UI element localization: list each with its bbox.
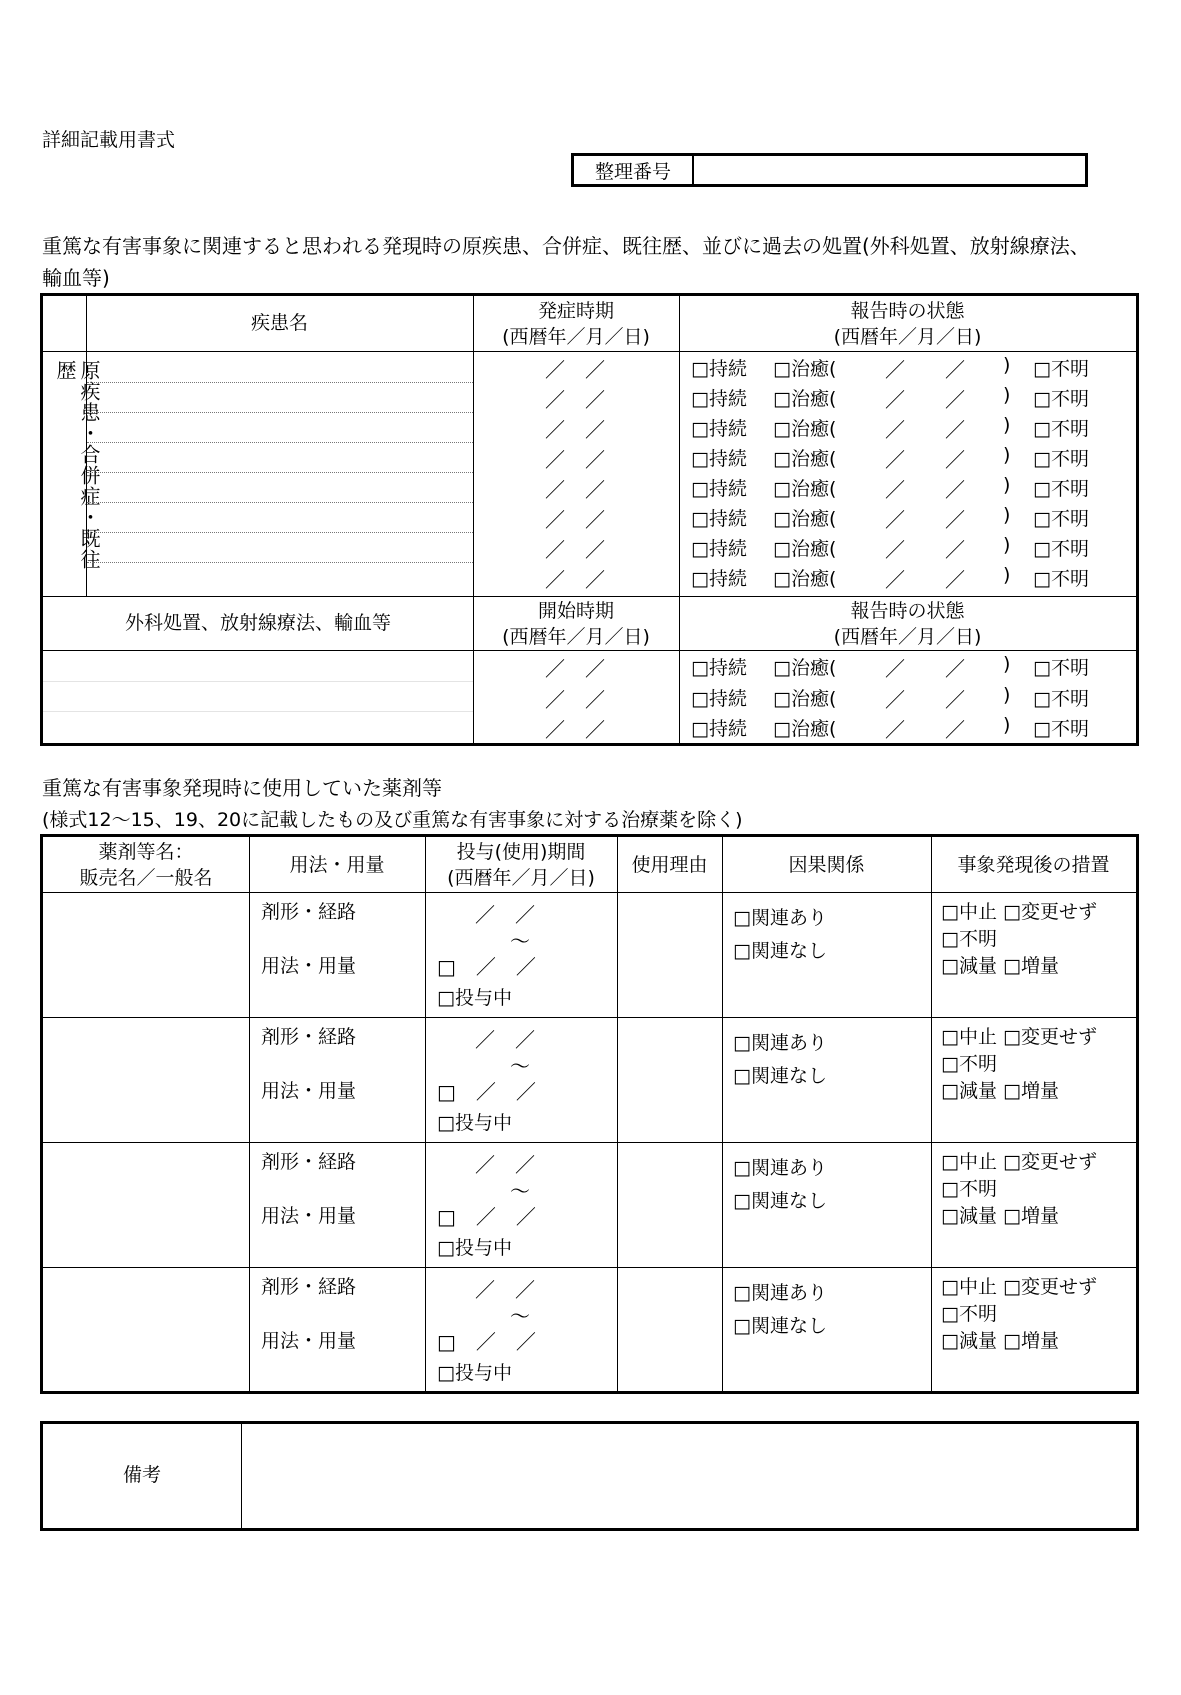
cured-close-paren: ) <box>1003 564 1011 586</box>
onset-date[interactable]: ／ ／ <box>545 388 605 412</box>
cured-date[interactable]: ／ ／ <box>885 657 965 681</box>
related-no-checkbox[interactable]: □関連なし <box>733 1190 827 1212</box>
action-stop-nochange[interactable]: □中止 □変更せず <box>941 1151 1097 1173</box>
period-tilde: ～ <box>510 929 530 953</box>
status-unknown-checkbox[interactable]: □不明 <box>1033 718 1089 740</box>
status-continuing-checkbox[interactable]: □持続 <box>691 688 747 710</box>
onset-date[interactable]: ／ ／ <box>545 418 605 442</box>
status-unknown-checkbox[interactable]: □不明 <box>1033 657 1089 679</box>
status-continuing-checkbox[interactable]: □持続 <box>691 388 747 410</box>
col-status-procedure: 報告時の状態 <box>850 600 965 622</box>
cured-date[interactable]: ／ ／ <box>885 358 965 382</box>
period-tilde: ～ <box>510 1179 530 1203</box>
cured-close-paren: ) <box>1003 354 1011 376</box>
period-start-date[interactable]: ／ ／ <box>475 1278 535 1302</box>
status-continuing-checkbox[interactable]: □持続 <box>691 657 747 679</box>
col-action: 事象発現後の措置 <box>957 854 1110 876</box>
reference-number-box <box>571 153 1088 187</box>
usage-dose-label: 用法・用量 <box>261 1080 357 1102</box>
ongoing-checkbox[interactable]: □投与中 <box>437 1362 512 1384</box>
related-yes-checkbox[interactable]: □関連あり <box>733 1032 827 1054</box>
action-reduce-increase[interactable]: □減量 □増量 <box>941 1205 1059 1227</box>
status-unknown-checkbox[interactable]: □不明 <box>1033 688 1089 710</box>
action-unknown[interactable]: □不明 <box>941 1178 997 1200</box>
cured-close-paren: ) <box>1003 653 1011 675</box>
status-continuing-checkbox[interactable]: □持続 <box>691 568 747 590</box>
period-end-date[interactable]: □ ／ ／ <box>437 1205 536 1229</box>
start-date[interactable]: ／ ／ <box>545 657 605 681</box>
usage-dose-label: 用法・用量 <box>261 955 357 977</box>
form-route-label: 剤形・経路 <box>261 1276 357 1298</box>
col-causality: 因果関係 <box>788 854 865 876</box>
section1-heading-line1: 重篤な有害事象に関連すると思われる発現時の原疾患、合併症、既往歴、並びに過去の処置(外科処置、放射線療法、 <box>42 234 1090 258</box>
concomitant-drugs-table <box>40 834 1139 1394</box>
status-unknown-checkbox[interactable]: □不明 <box>1033 388 1089 410</box>
reference-number-label: 整理番号 <box>574 156 694 184</box>
cured-date[interactable]: ／ ／ <box>885 718 965 742</box>
remarks-label: 備考 <box>122 1464 161 1486</box>
ongoing-checkbox[interactable]: □投与中 <box>437 1112 512 1134</box>
status-cured-checkbox[interactable]: □治癒( <box>773 418 837 440</box>
status-continuing-checkbox[interactable]: □持続 <box>691 538 747 560</box>
cured-close-paren: ) <box>1003 714 1011 736</box>
related-yes-checkbox[interactable]: □関連あり <box>733 907 827 929</box>
action-unknown[interactable]: □不明 <box>941 1303 997 1325</box>
col-onset: 発症時期 <box>537 300 614 322</box>
status-continuing-checkbox[interactable]: □持続 <box>691 418 747 440</box>
col-start: 開始時期 <box>537 600 614 622</box>
cured-date[interactable]: ／ ／ <box>885 448 965 472</box>
col-onset-format: (西暦年／月／日) <box>502 326 650 348</box>
action-unknown[interactable]: □不明 <box>941 928 997 950</box>
procedure-label: 外科処置、放射線療法、輸血等 <box>124 612 391 634</box>
cured-date[interactable]: ／ ／ <box>885 568 965 592</box>
cured-close-paren: ) <box>1003 384 1011 406</box>
col-drug-name: 薬剤等名： <box>98 841 194 863</box>
ongoing-checkbox[interactable]: □投与中 <box>437 1237 512 1259</box>
col-status-procedure-format: (西暦年／月／日) <box>833 626 982 648</box>
col-period-format: (西暦年／月／日) <box>447 867 595 889</box>
col-start-format: (西暦年／月／日) <box>502 626 650 648</box>
col-status-format: (西暦年／月／日) <box>833 326 982 348</box>
action-stop-nochange[interactable]: □中止 □変更せず <box>941 901 1097 923</box>
status-continuing-checkbox[interactable]: □持続 <box>691 718 747 740</box>
section2-heading-line2: (様式12～15、19、20に記載したもの及び重篤な有害事象に対する治療薬を除く) <box>42 809 743 831</box>
start-date[interactable]: ／ ／ <box>545 688 605 712</box>
onset-date[interactable]: ／ ／ <box>545 358 605 382</box>
related-no-checkbox[interactable]: □関連なし <box>733 1065 827 1087</box>
form-route-label: 剤形・経路 <box>261 1151 357 1173</box>
status-continuing-checkbox[interactable]: □持続 <box>691 478 747 500</box>
action-reduce-increase[interactable]: □減量 □増量 <box>941 1330 1059 1352</box>
cured-date[interactable]: ／ ／ <box>885 688 965 712</box>
cured-close-paren: ) <box>1003 504 1011 526</box>
status-unknown-checkbox[interactable]: □不明 <box>1033 568 1089 590</box>
status-cured-checkbox[interactable]: □治癒( <box>773 568 837 590</box>
status-unknown-checkbox[interactable]: □不明 <box>1033 538 1089 560</box>
status-unknown-checkbox[interactable]: □不明 <box>1033 508 1089 530</box>
start-date[interactable]: ／ ／ <box>545 718 605 742</box>
status-continuing-checkbox[interactable]: □持続 <box>691 358 747 380</box>
cured-date[interactable]: ／ ／ <box>885 508 965 532</box>
cured-close-paren: ) <box>1003 534 1011 556</box>
cured-date[interactable]: ／ ／ <box>885 538 965 562</box>
cured-date[interactable]: ／ ／ <box>885 478 965 502</box>
cured-close-paren: ) <box>1003 444 1011 466</box>
related-no-checkbox[interactable]: □関連なし <box>733 940 827 962</box>
status-cured-checkbox[interactable]: □治癒( <box>773 388 837 410</box>
onset-date[interactable]: ／ ／ <box>545 448 605 472</box>
related-no-checkbox[interactable]: □関連なし <box>733 1315 827 1337</box>
period-start-date[interactable]: ／ ／ <box>475 1153 535 1177</box>
action-reduce-increase[interactable]: □減量 □増量 <box>941 955 1059 977</box>
medical-history-table <box>40 293 1139 746</box>
col-reason: 使用理由 <box>631 854 708 876</box>
usage-dose-label: 用法・用量 <box>261 1205 357 1227</box>
onset-date[interactable]: ／ ／ <box>545 508 605 532</box>
period-tilde: ～ <box>510 1304 530 1328</box>
action-reduce-increase[interactable]: □減量 □増量 <box>941 1080 1059 1102</box>
col-usage: 用法・用量 <box>289 854 385 876</box>
reference-number-field[interactable] <box>694 156 1085 184</box>
status-continuing-checkbox[interactable]: □持続 <box>691 508 747 530</box>
status-unknown-checkbox[interactable]: □不明 <box>1033 478 1089 500</box>
action-stop-nochange[interactable]: □中止 □変更せず <box>941 1026 1097 1048</box>
form-title: 詳細記載用書式 <box>42 129 176 151</box>
status-cured-checkbox[interactable]: □治癒( <box>773 358 837 380</box>
status-unknown-checkbox[interactable]: □不明 <box>1033 358 1089 380</box>
related-yes-checkbox[interactable]: □関連あり <box>733 1157 827 1179</box>
cured-close-paren: ) <box>1003 474 1011 496</box>
col-disease-name: 疾患名 <box>250 312 308 334</box>
col-status: 報告時の状態 <box>850 300 965 322</box>
usage-dose-label: 用法・用量 <box>261 1330 357 1352</box>
row-group-label: 原疾患・合併症・既往歴 <box>53 360 101 570</box>
remarks-box <box>40 1421 1139 1531</box>
period-start-date[interactable]: ／ ／ <box>475 903 535 927</box>
status-cured-checkbox[interactable]: □治癒( <box>773 448 837 470</box>
period-end-date[interactable]: □ ／ ／ <box>437 955 536 979</box>
status-cured-checkbox[interactable]: □治癒( <box>773 657 837 679</box>
period-tilde: ～ <box>510 1054 530 1078</box>
form-route-label: 剤形・経路 <box>261 901 357 923</box>
section2-heading-line1: 重篤な有害事象発現時に使用していた薬剤等 <box>42 776 442 800</box>
period-end-date[interactable]: □ ／ ／ <box>437 1330 536 1354</box>
status-continuing-checkbox[interactable]: □持続 <box>691 448 747 470</box>
onset-date[interactable]: ／ ／ <box>545 478 605 502</box>
status-unknown-checkbox[interactable]: □不明 <box>1033 448 1089 470</box>
status-unknown-checkbox[interactable]: □不明 <box>1033 418 1089 440</box>
col-period: 投与(使用)期間 <box>456 841 586 863</box>
status-cured-checkbox[interactable]: □治癒( <box>773 718 837 740</box>
ongoing-checkbox[interactable]: □投与中 <box>437 987 512 1009</box>
cured-date[interactable]: ／ ／ <box>885 418 965 442</box>
form-route-label: 剤形・経路 <box>261 1026 357 1048</box>
onset-date[interactable]: ／ ／ <box>545 538 605 562</box>
onset-date[interactable]: ／ ／ <box>545 568 605 592</box>
action-stop-nochange[interactable]: □中止 □変更せず <box>941 1276 1097 1298</box>
status-cured-checkbox[interactable]: □治癒( <box>773 508 837 530</box>
section1-heading-line2: 輸血等) <box>42 266 110 290</box>
status-cured-checkbox[interactable]: □治癒( <box>773 688 837 710</box>
cured-date[interactable]: ／ ／ <box>885 388 965 412</box>
status-cured-checkbox[interactable]: □治癒( <box>773 538 837 560</box>
remarks-field[interactable] <box>243 1424 1136 1528</box>
period-start-date[interactable]: ／ ／ <box>475 1028 535 1052</box>
cured-close-paren: ) <box>1003 414 1011 436</box>
status-cured-checkbox[interactable]: □治癒( <box>773 478 837 500</box>
col-drug-name-detail: 販売名／一般名 <box>79 867 213 889</box>
related-yes-checkbox[interactable]: □関連あり <box>733 1282 827 1304</box>
period-end-date[interactable]: □ ／ ／ <box>437 1080 536 1104</box>
cured-close-paren: ) <box>1003 684 1011 706</box>
action-unknown[interactable]: □不明 <box>941 1053 997 1075</box>
